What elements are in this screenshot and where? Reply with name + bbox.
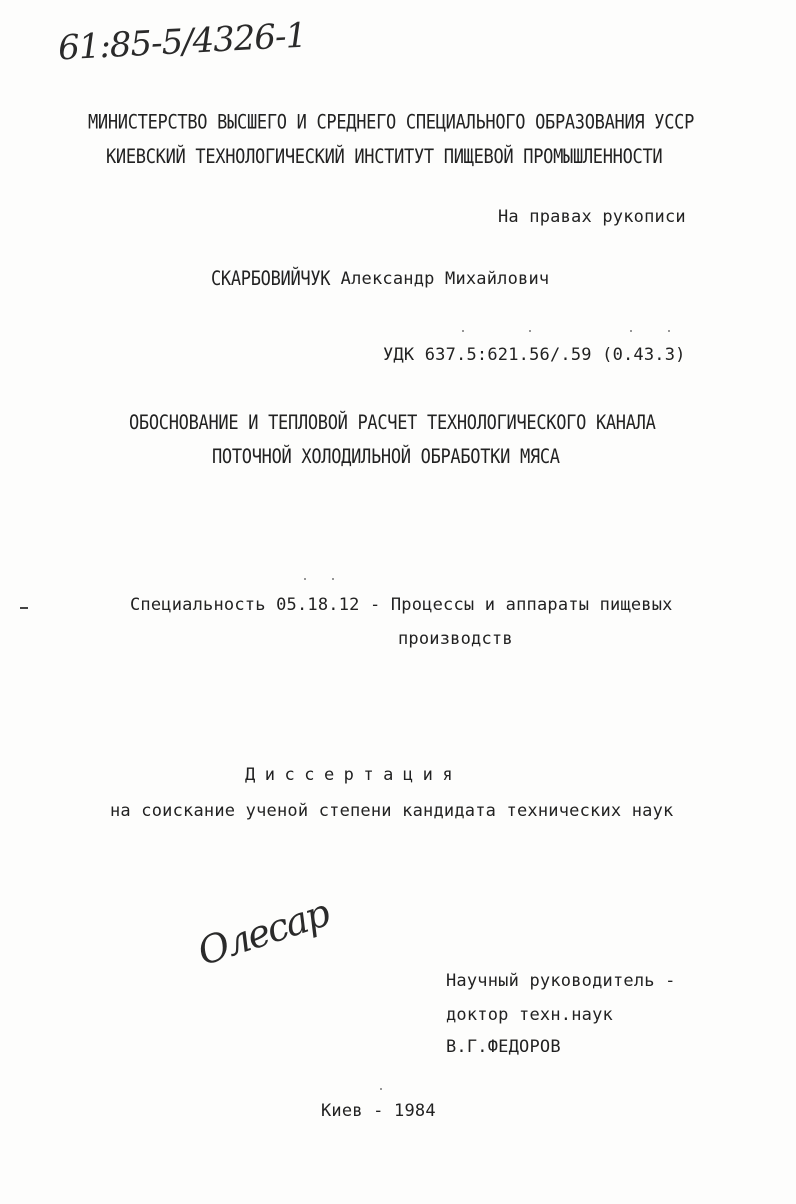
author-given-names: Александр Михайлович [340,269,550,289]
supervisor-role: Научный руководитель - [446,971,676,991]
institute-header: КИЕВСКИЙ ТЕХНОЛОГИЧЕСКИЙ ИНСТИТУТ ПИЩЕВОЙ ПРОМЫШЛЕННОСТИ [106,145,663,169]
dissertation-title-line-2: ПОТОЧНОЙ ХОЛОДИЛЬНОЙ ОБРАБОТКИ МЯСА [212,445,560,469]
supervisor-degree: доктор техн.наук [446,1005,613,1025]
work-type-label: Диссертация [245,765,463,785]
city-year: Киев - 1984 [321,1101,436,1121]
scan-speck [668,330,670,332]
degree-statement: на соискание ученой степени кандидата технических наук [110,801,674,821]
author-signature: Олесар [192,890,334,974]
ministry-header: МИНИСТЕРСТВО ВЫСШЕГО И СРЕДНЕГО СПЕЦИАЛЬНОГО ОБРАЗОВАНИЯ УССР [88,111,695,135]
rights-note: На правах рукописи [498,207,686,227]
scan-speck [462,330,464,332]
scan-speck [304,578,306,580]
margin-mark [20,607,28,609]
scan-speck [332,578,334,580]
specialty-line-1: Специальность 05.18.12 - Процессы и аппараты пищевых [130,595,673,615]
scan-speck [630,330,632,332]
udc-code: УДК 637.5:621.56/.59 (0.43.3) [383,345,686,365]
author-surname: СКАРБОВИЙЧУК [211,267,331,291]
scan-speck [380,1088,382,1090]
dissertation-title-line-1: ОБОСНОВАНИЕ И ТЕПЛОВОЙ РАСЧЕТ ТЕХНОЛОГИЧЕСКОГО КАНАЛА [129,411,656,435]
scan-speck [529,330,531,332]
specialty-line-2: производств [398,629,513,649]
author-name [211,268,549,290]
supervisor-name: В.Г.ФЕДОРОВ [446,1037,561,1057]
archive-mark-handwritten: 61:85-5/4326-1 [57,15,308,69]
